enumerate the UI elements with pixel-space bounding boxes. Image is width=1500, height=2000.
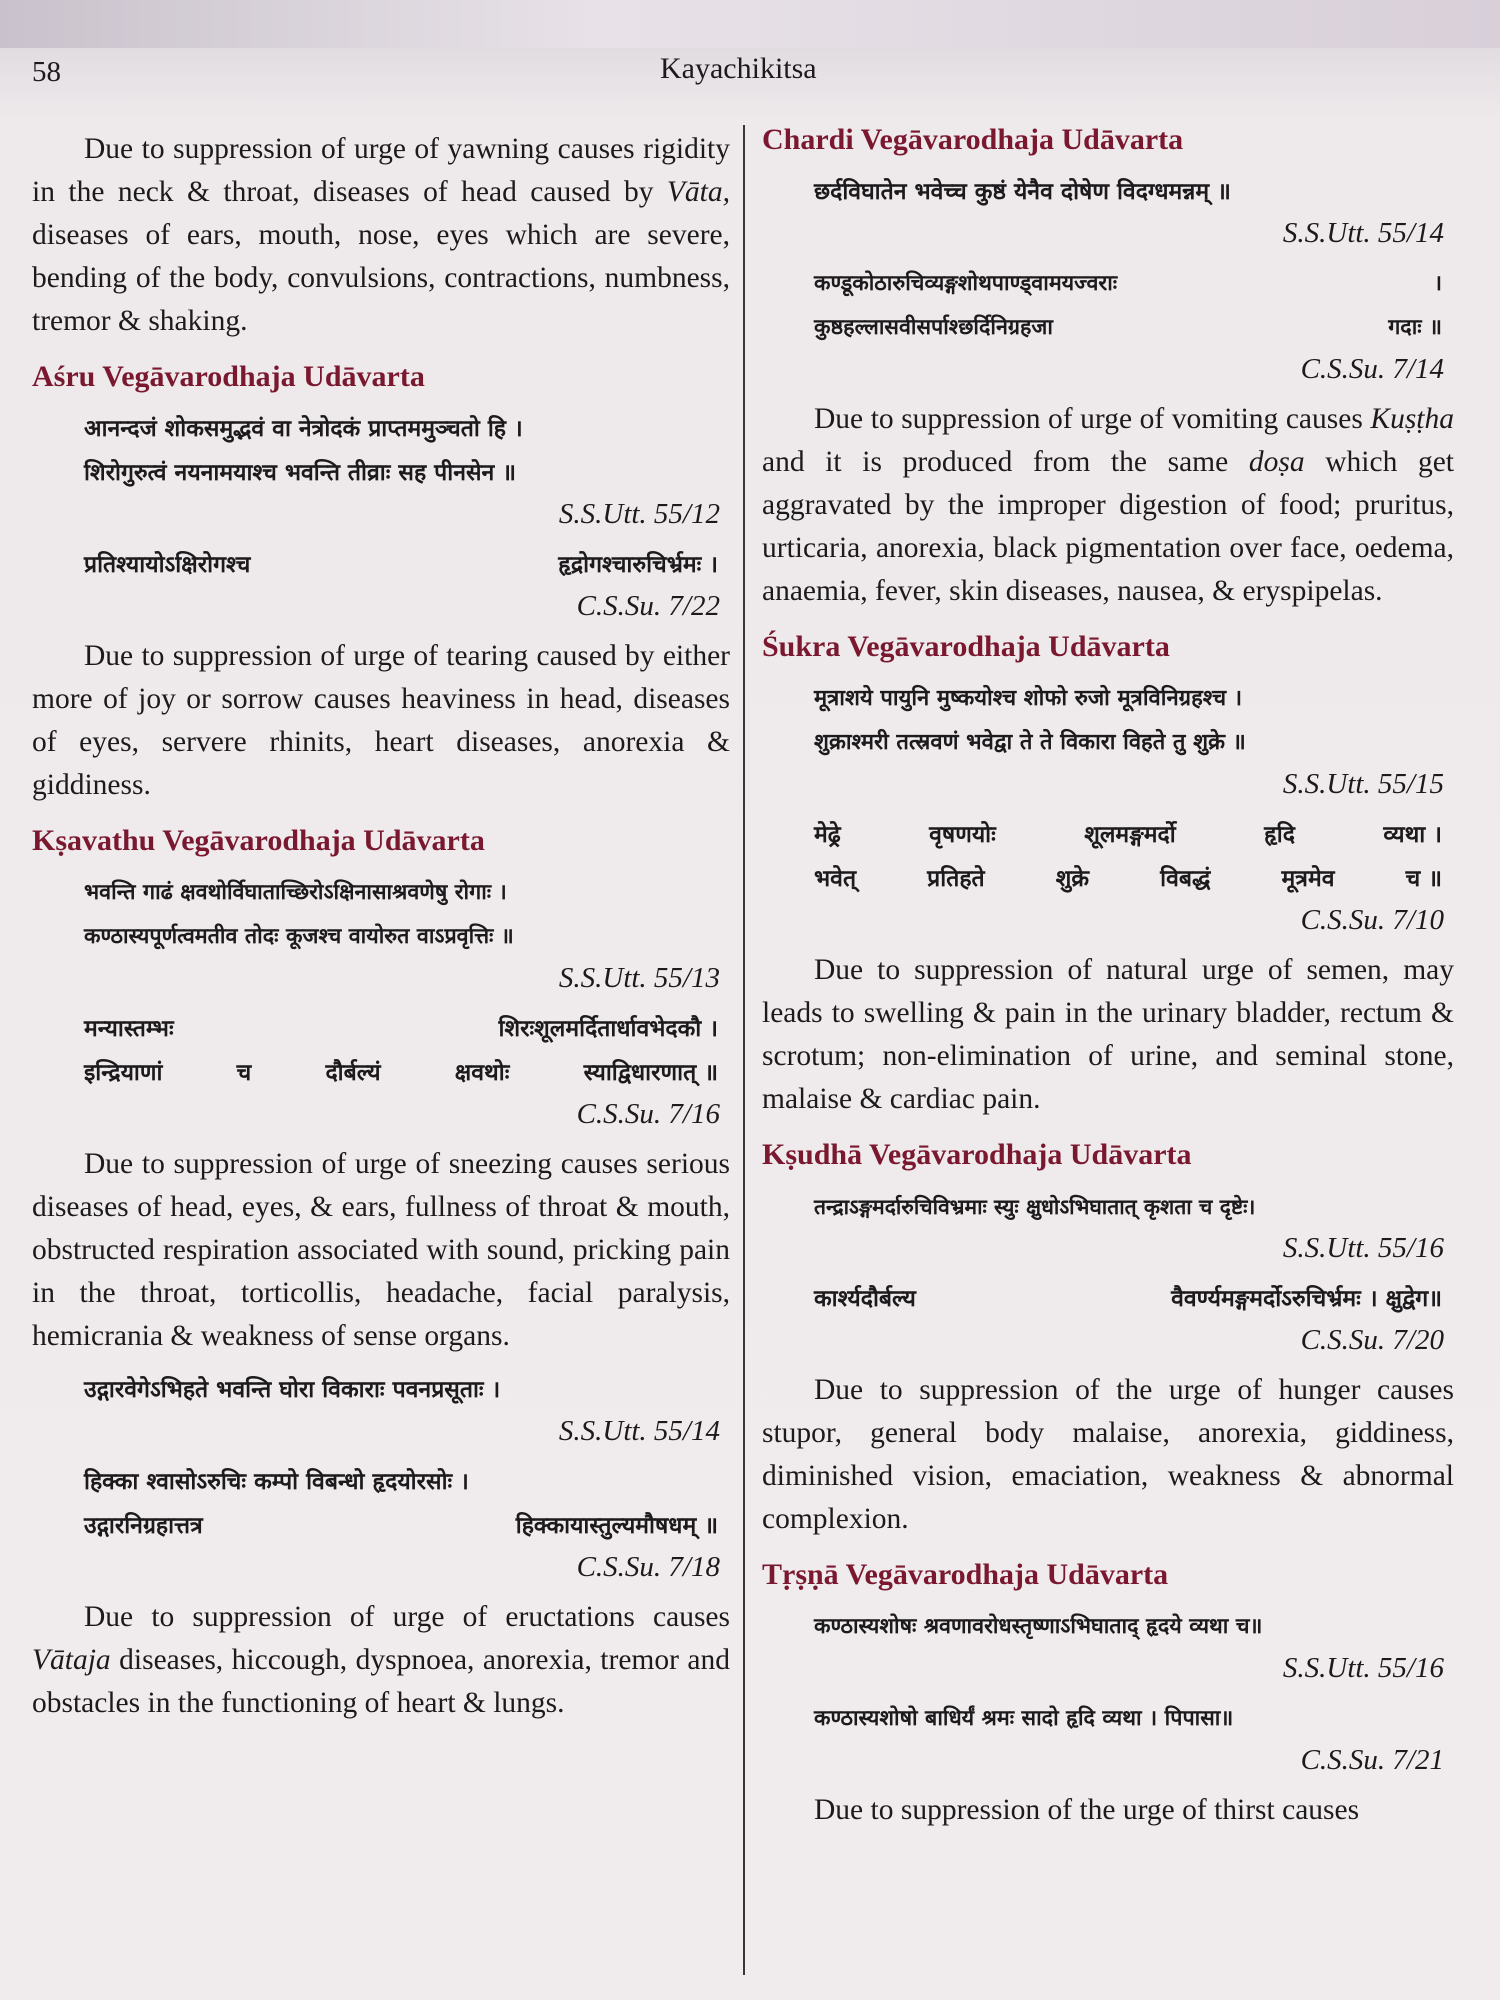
verse-line <box>814 306 1454 350</box>
text: diseases of ears, mouth, nose, eyes which are severe, bending of the body, convulsions, contractions, numbness, tremor & shaking. <box>32 219 730 337</box>
verse-line <box>814 813 1454 857</box>
verse-word: कार्श्यदौर्बल्य <box>814 1286 916 1312</box>
paragraph-hunger: Due to suppression of the urge of hunger causes stupor, general body malaise, anorexia, giddiness, diminished vision, emaciation, weakness & abnormal complexion. <box>762 1374 1454 1535</box>
verse-word: उद्गारनिग्रहात्तत्र <box>84 1513 203 1539</box>
verse-line: कण्ठास्यपूर्णत्वमतीव तोदः कूजश्च वायोरुत वाऽप्रवृत्तिः ॥ <box>84 924 514 949</box>
verse-word: प्रतिहते <box>927 866 985 892</box>
heading-ksudha: Kṣudhā Vegāvarodhaja Udāvarta <box>762 1138 1192 1171</box>
verse-line <box>814 857 1454 901</box>
italic-term: doṣa <box>1248 446 1305 478</box>
verse-word: स्याद्विधारणात् ॥ <box>583 1060 718 1086</box>
verse-reference: S.S.Utt. 55/15 <box>1282 768 1444 800</box>
verse-line: छर्दविघातेन भवेच्च कुष्ठं येनैव दोषेण विदग्धमन्नम् ॥ <box>814 179 1231 205</box>
verse-word: क्षवथोः <box>454 1060 510 1086</box>
verse-reference: S.S.Utt. 55/12 <box>558 498 720 530</box>
verse-line: हिक्का श्वासोऽरुचिः कम्पो विबन्धो हृदयोरसोः । <box>84 1469 469 1495</box>
paragraph-semen: Due to suppression of natural urge of semen, may leads to swelling & pain in the urinary bladder, rectum & scrotum; non-elimination of urine, and seminal stone, malaise & cardiac pain. <box>762 954 1454 1115</box>
verse-word: वैवर्ण्यमङ्गमर्दोऽरुचिर्भ्रमः । क्षुद्वेग॥ <box>1171 1286 1442 1312</box>
verse-reference: C.S.Su. 7/18 <box>576 1551 720 1583</box>
verse-line: भवन्ति गाढं क्षवथोर्विघाताच्छिरोऽक्षिनासाश्रवणेषु रोगाः । <box>84 880 507 905</box>
text: and it is produced from the same <box>762 446 1249 478</box>
verse-line <box>84 543 730 587</box>
verse-word: मेढ्रे <box>814 822 841 848</box>
verse-word: च <box>236 1060 252 1086</box>
heading-chardi: Chardi Vegāvarodhaja Udāvarta <box>762 123 1184 156</box>
verse-line <box>84 1504 730 1548</box>
running-title: Kayachikitsa <box>660 52 817 85</box>
heading-ksavathu: Kṣavathu Vegāvarodhaja Udāvarta <box>32 824 485 857</box>
verse-line: कण्ठास्यशोषः श्रवणावरोधस्तृष्णाऽभिघाताद् हृदये व्यथा च॥ <box>814 1614 1263 1639</box>
verse-reference: S.S.Utt. 55/13 <box>558 962 720 994</box>
paragraph-vomiting <box>762 398 1454 613</box>
verse-reference: S.S.Utt. 55/14 <box>1282 217 1444 249</box>
verse-word: । <box>1433 271 1442 296</box>
verse-reference: C.S.Su. 7/14 <box>1300 353 1444 385</box>
verse-line: शिरोगुरुत्वं नयनामयाश्च भवन्ति तीव्राः सह पीनसेन ॥ <box>84 460 517 486</box>
verse-word: हृद्रोगश्चारुचिर्भ्रमः । <box>558 552 718 578</box>
verse-line: तन्द्राऽङ्गमर्दारुचिविभ्रमाः स्युः क्षुधोऽभिघातात् कृशता च दृष्टेः। <box>814 1195 1256 1219</box>
right-column <box>762 123 1454 1832</box>
verse-word: हृदि <box>1264 822 1295 848</box>
verse-line: आनन्दजं शोकसमुद्भवं वा नेत्रोदकं प्राप्तममुञ्चतो हि । <box>84 416 523 442</box>
paragraph-sneezing: Due to suppression of urge of sneezing causes serious diseases of head, eyes, & ears, fullness of throat & mouth, obstructed respiration associated with sound, pricking pain in the throat, torticollis, headache, facial paralysis, hemicrania & weakness of sense organs. <box>32 1148 730 1352</box>
verse-word: शूलमङ्गमर्दो <box>1084 822 1176 848</box>
verse-word: इन्द्रियाणां <box>84 1060 163 1086</box>
verse-word: विबद्धं <box>1160 866 1211 892</box>
verse-word: शिरःशूलमर्दितार्धावभेदकौ । <box>498 1016 718 1042</box>
verse-reference: C.S.Su. 7/16 <box>576 1098 720 1130</box>
text: diseases, hiccough, dyspnoea, anorexia, tremor and obstacles in the functioning of heart & lungs. <box>32 1644 730 1719</box>
verse-reference: S.S.Utt. 55/14 <box>558 1415 720 1447</box>
verse-reference: C.S.Su. 7/21 <box>1300 1744 1444 1776</box>
verse-line <box>814 262 1454 306</box>
verse-word: हिक्कायास्तुल्यमौषधम् ॥ <box>515 1513 718 1539</box>
verse-word: कुष्ठहल्लासवीसर्पाश्छर्दिनिग्रहजा <box>814 315 1053 340</box>
text: Due to suppression of urge of vomiting causes <box>814 403 1371 435</box>
paragraph-thirst: Due to suppression of the urge of thirst causes <box>814 1794 1360 1826</box>
heading-asru: Aśru Vegāvarodhaja Udāvarta <box>32 360 425 393</box>
verse-word: शुक्रे <box>1055 866 1090 892</box>
italic-term: Vātaja <box>32 1644 111 1676</box>
verse-word: भवेत् <box>814 866 857 892</box>
verse-line: उद्गारवेगेऽभिहते भवन्ति घोरा विकाराः पवनप्रसूताः । <box>84 1377 501 1403</box>
left-column <box>32 128 730 1725</box>
italic-term: Vāta, <box>666 176 730 208</box>
verse-word: मन्यास्तम्भः <box>84 1016 174 1042</box>
verse-reference: S.S.Utt. 55/16 <box>1282 1652 1444 1684</box>
verse-reference: S.S.Utt. 55/16 <box>1282 1232 1444 1264</box>
paragraph-tearing: Due to suppression of urge of tearing caused by either more of joy or sorrow causes heaviness in head, diseases of eyes, servere rhinits, heart diseases, anorexia & giddiness. <box>32 640 730 801</box>
verse-word: गदाः ॥ <box>1388 315 1442 340</box>
verse-word: च ॥ <box>1405 866 1442 892</box>
verse-word: कण्डूकोठारुचिव्यङ्गशोथपाण्ड्वामयज्वराः <box>814 271 1118 296</box>
verse-line <box>84 1051 730 1095</box>
verse-reference: C.S.Su. 7/22 <box>576 590 720 622</box>
heading-sukra: Śukra Vegāvarodhaja Udāvarta <box>762 630 1170 663</box>
verse-word: व्यथा । <box>1383 822 1442 848</box>
paragraph-yawning <box>32 128 730 343</box>
italic-term: Kuṣṭha <box>1370 403 1454 435</box>
page-number: 58 <box>32 56 61 88</box>
verse-word: दौर्बल्यं <box>325 1060 381 1086</box>
paragraph-eructation <box>32 1596 730 1725</box>
verse-line: कण्ठास्यशोषो बाधिर्यं श्रमः सादो हृदि व्यथा । पिपासा॥ <box>814 1706 1234 1731</box>
column-divider <box>743 125 745 1975</box>
verse-line: शुक्राश्मरी तत्स्रवणं भवेद्वा ते ते विकारा विहते तु शुक्रे ॥ <box>814 730 1246 755</box>
verse-line: मूत्राशये पायुनि मुष्कयोश्च शोफो रुजो मूत्रविनिग्रहश्च । <box>814 686 1243 711</box>
verse-line <box>84 1007 730 1051</box>
page-top-shadow <box>0 0 1500 48</box>
verse-word: प्रतिश्यायोऽक्षिरोगश्च <box>84 552 251 578</box>
verse-word: मूत्रमेव <box>1281 866 1335 892</box>
verse-line <box>814 1277 1454 1321</box>
verse-reference: C.S.Su. 7/20 <box>1300 1324 1444 1356</box>
heading-trsna: Tṛṣṇā Vegāvarodhaja Udāvarta <box>762 1558 1169 1591</box>
text: Due to suppression of urge of eructations causes <box>84 1601 730 1633</box>
text: which get aggravated by the improper digestion of food; pruritus, urticaria, anorexia, black pigmentation over face, oedema, anaemia, fever, skin diseases, nausea, & eryspipelas. <box>762 446 1454 607</box>
text: Due to suppression of urge of yawning causes rigidity in the neck & throat, diseases of head caused by <box>32 133 730 208</box>
verse-reference: C.S.Su. 7/10 <box>1300 904 1444 936</box>
verse-word: वृषणयोः <box>929 822 996 848</box>
